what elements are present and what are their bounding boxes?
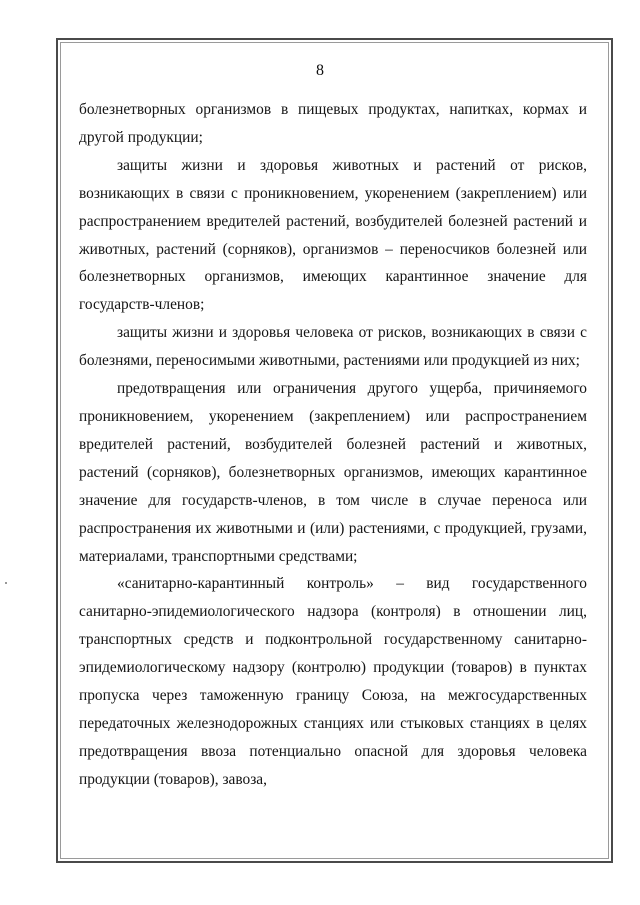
paragraph-sanitary-quarantine-control: «санитарно-карантинный контроль» – вид государственного санитарно-эпидемиологического надзора (контроля) в отношении лиц, транспортных средств и подконтрольной государственному санитарно-эпидемиологическому надзору (контролю) продукции (товаров) в пунктах пропуска через таможенную границу Союза, на межгосударственных передаточных железнодорожных станциях или стыковых станциях в целях предотвращения ввоза потенциально опасной для здоровья человека продукции (товаров), завоза, xyxy=(79,575,587,788)
paragraph-continuation: болезнетворных организмов в пищевых продуктах, напитках, кормах и другой продукции; xyxy=(79,101,587,146)
page-number: 8 xyxy=(316,62,324,79)
paragraph-damage-prevention: предотвращения или ограничения другого ущерба, причиняемого проникновением, укоренением (закреплением) или распространением вредителей растений, возбудителей болезней растений и животных, растений (сорняков), болезнетворных организмов, имеющих карантинное значение для государств-членов, в том числе в случае переноса или распространения их животными и (или) растениями, с продукцией, грузами, материалами, транспортными средствами; xyxy=(79,380,587,565)
document-body xyxy=(79,96,587,794)
scan-speck xyxy=(5,582,7,584)
paragraph-human-health-protection: защиты жизни и здоровья человека от рисков, возникающих в связи с болезнями, переносимыми животными, растениями или продукцией из них; xyxy=(79,324,587,370)
paragraph-animals-plants-protection: защиты жизни и здоровья животных и растений от рисков, возникающих в связи с проникновением, укоренением (закреплением) или распространением вредителей растений, возбудителей болезней растений и животных, растений (сорняков), организмов – переносчиков болезней или болезнетворных организмов, имеющих карантинное значение для государств-членов; xyxy=(79,156,587,314)
